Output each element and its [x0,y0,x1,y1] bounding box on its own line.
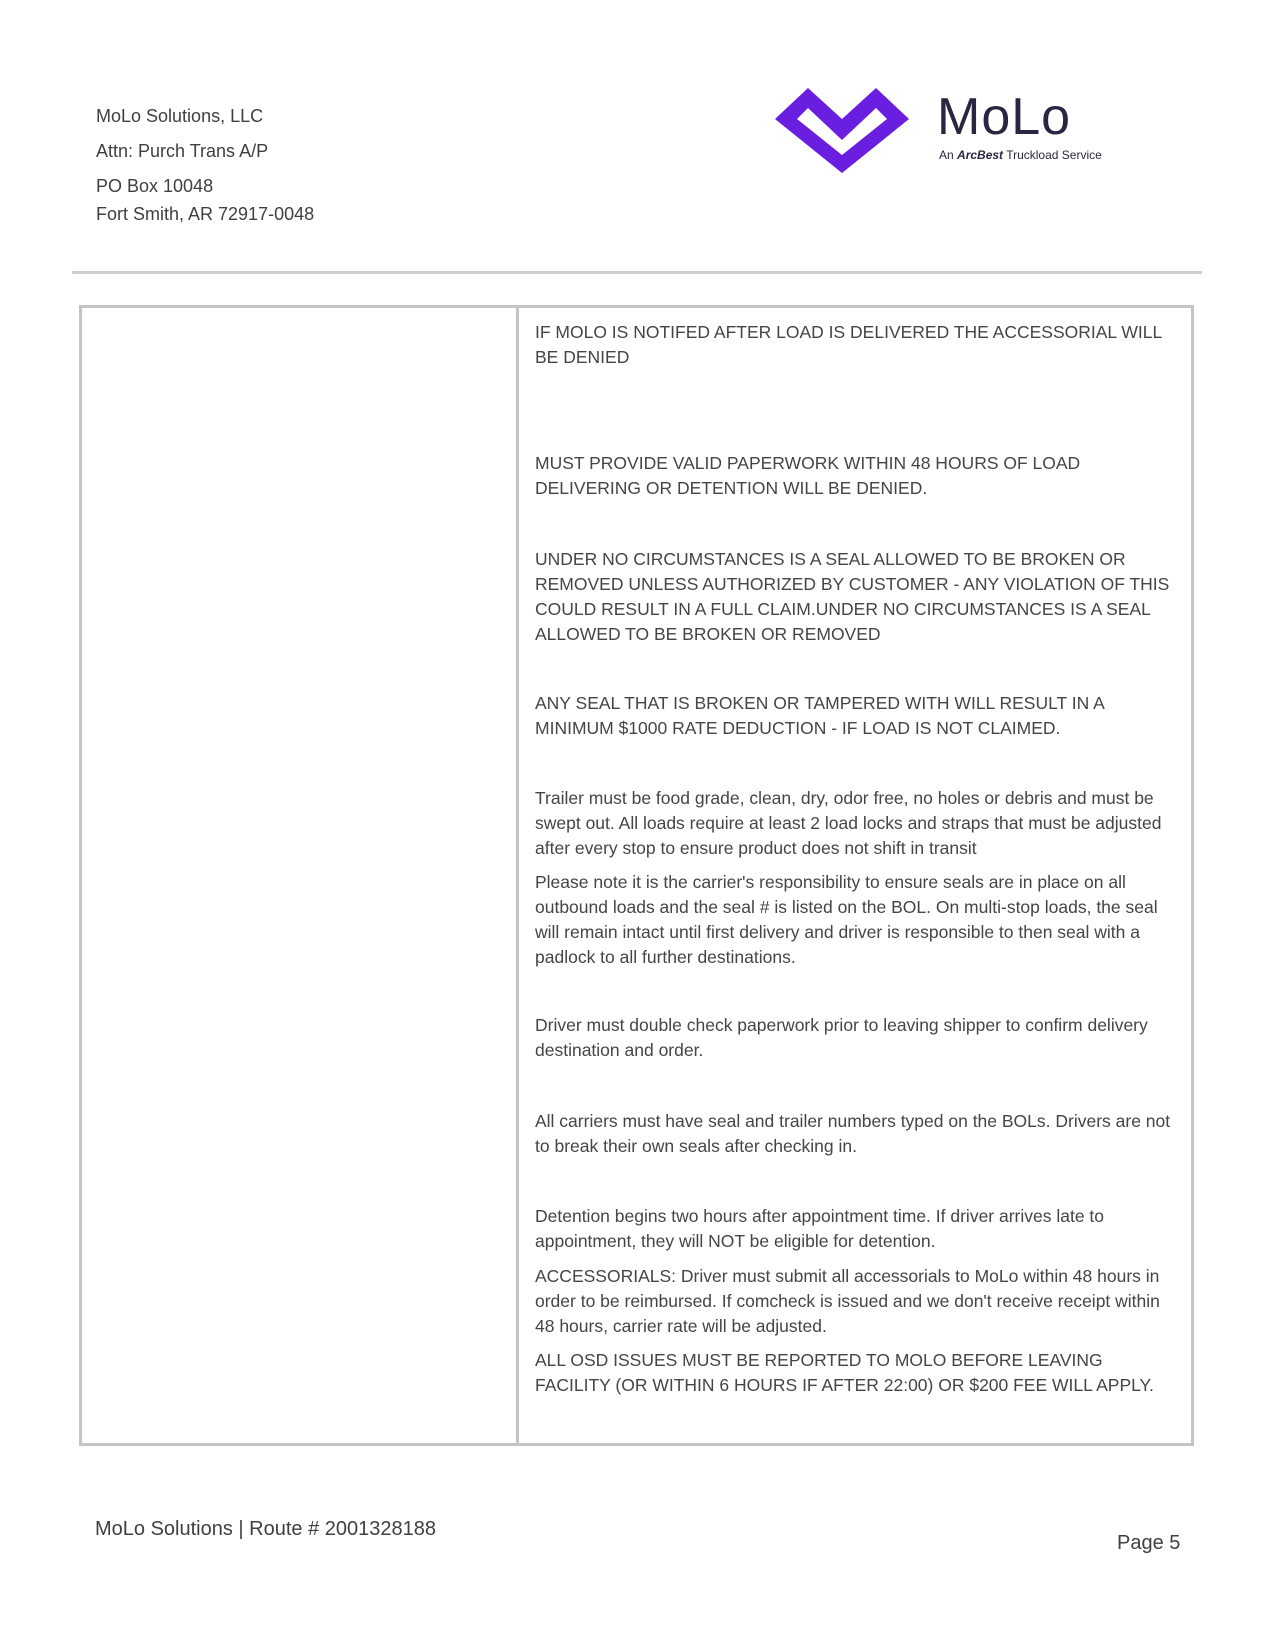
column-divider [516,308,519,1443]
address-line-pobox: PO Box 10048 [96,176,214,196]
tagline-prefix: An [939,148,954,162]
logo-tagline [939,148,1102,162]
molo-logo-mark-icon [775,85,910,175]
address-line-attn: Attn: Purch Trans A/P [96,141,269,161]
note-item: Please note it is the carrier's responsibility to ensure seals are in place on all outbound loads and the seal # is listed on the BOL. On multi-stop loads, the seal will remain intact until first delivery and driver is responsible to then seal with a padlock to all further destinations. [535,872,1158,967]
note-item: Driver must double check paperwork prior to leaving shipper to confirm delivery destination and order. [535,1015,1148,1060]
header-divider [72,271,1202,274]
tagline-suffix: Truckload Service [1006,148,1102,162]
note-item: Detention begins two hours after appointment time. If driver arrives late to appointment, they will NOT be eligible for detention. [535,1206,1105,1251]
note-item: ALL OSD ISSUES MUST BE REPORTED TO MOLO BEFORE LEAVING FACILITY (OR WITHIN 6 HOURS IF AFTER 22:00) OR $200 FEE WILL APPLY. [535,1350,1154,1395]
note-item: ACCESSORIALS: Driver must submit all accessorials to MoLo within 48 hours in order to be reimbursed. If comcheck is issued and we don't receive receipt within 48 hours, carrier rate will be adjusted. [535,1266,1160,1336]
molo-logo [775,85,1155,180]
address-line-company: MoLo Solutions, LLC [96,106,264,126]
note-item: Trailer must be food grade, clean, dry, odor free, no holes or debris and must be swept out. All loads require at least 2 load locks and straps that must be adjusted after every stop to ensure product does not shift in transit [535,788,1162,858]
note-item: UNDER NO CIRCUMSTANCES IS A SEAL ALLOWED TO BE BROKEN OR REMOVED UNLESS AUTHORIZED BY CUSTOMER - ANY VIOLATION OF THIS COULD RESULT IN A FULL CLAIM.UNDER NO CIRCUMSTANCES IS A SEAL ALLOWED TO BE BROKEN OR REMOVED [535,549,1170,644]
notes-table [79,305,1194,1446]
note-item: MUST PROVIDE VALID PAPERWORK WITHIN 48 HOURS OF LOAD DELIVERING OR DETENTION WILL BE DENIED. [535,453,1081,498]
note-item: All carriers must have seal and trailer numbers typed on the BOLs. Drivers are not to break their own seals after checking in. [535,1111,1171,1156]
logo-brand-text: MoLo [937,88,1072,146]
tagline-arcbest: ArcBest [957,148,1004,162]
address-line-city: Fort Smith, AR 72917-0048 [96,204,315,224]
footer-route: MoLo Solutions | Route # 2001328188 [95,1518,437,1540]
note-item: ANY SEAL THAT IS BROKEN OR TAMPERED WITH WILL RESULT IN A MINIMUM $1000 RATE DEDUCTION - IF LOAD IS NOT CLAIMED. [535,693,1104,738]
footer-page-number: Page 5 [1117,1532,1181,1554]
note-item: IF MOLO IS NOTIFED AFTER LOAD IS DELIVERED THE ACCESSORIAL WILL BE DENIED [535,322,1162,367]
